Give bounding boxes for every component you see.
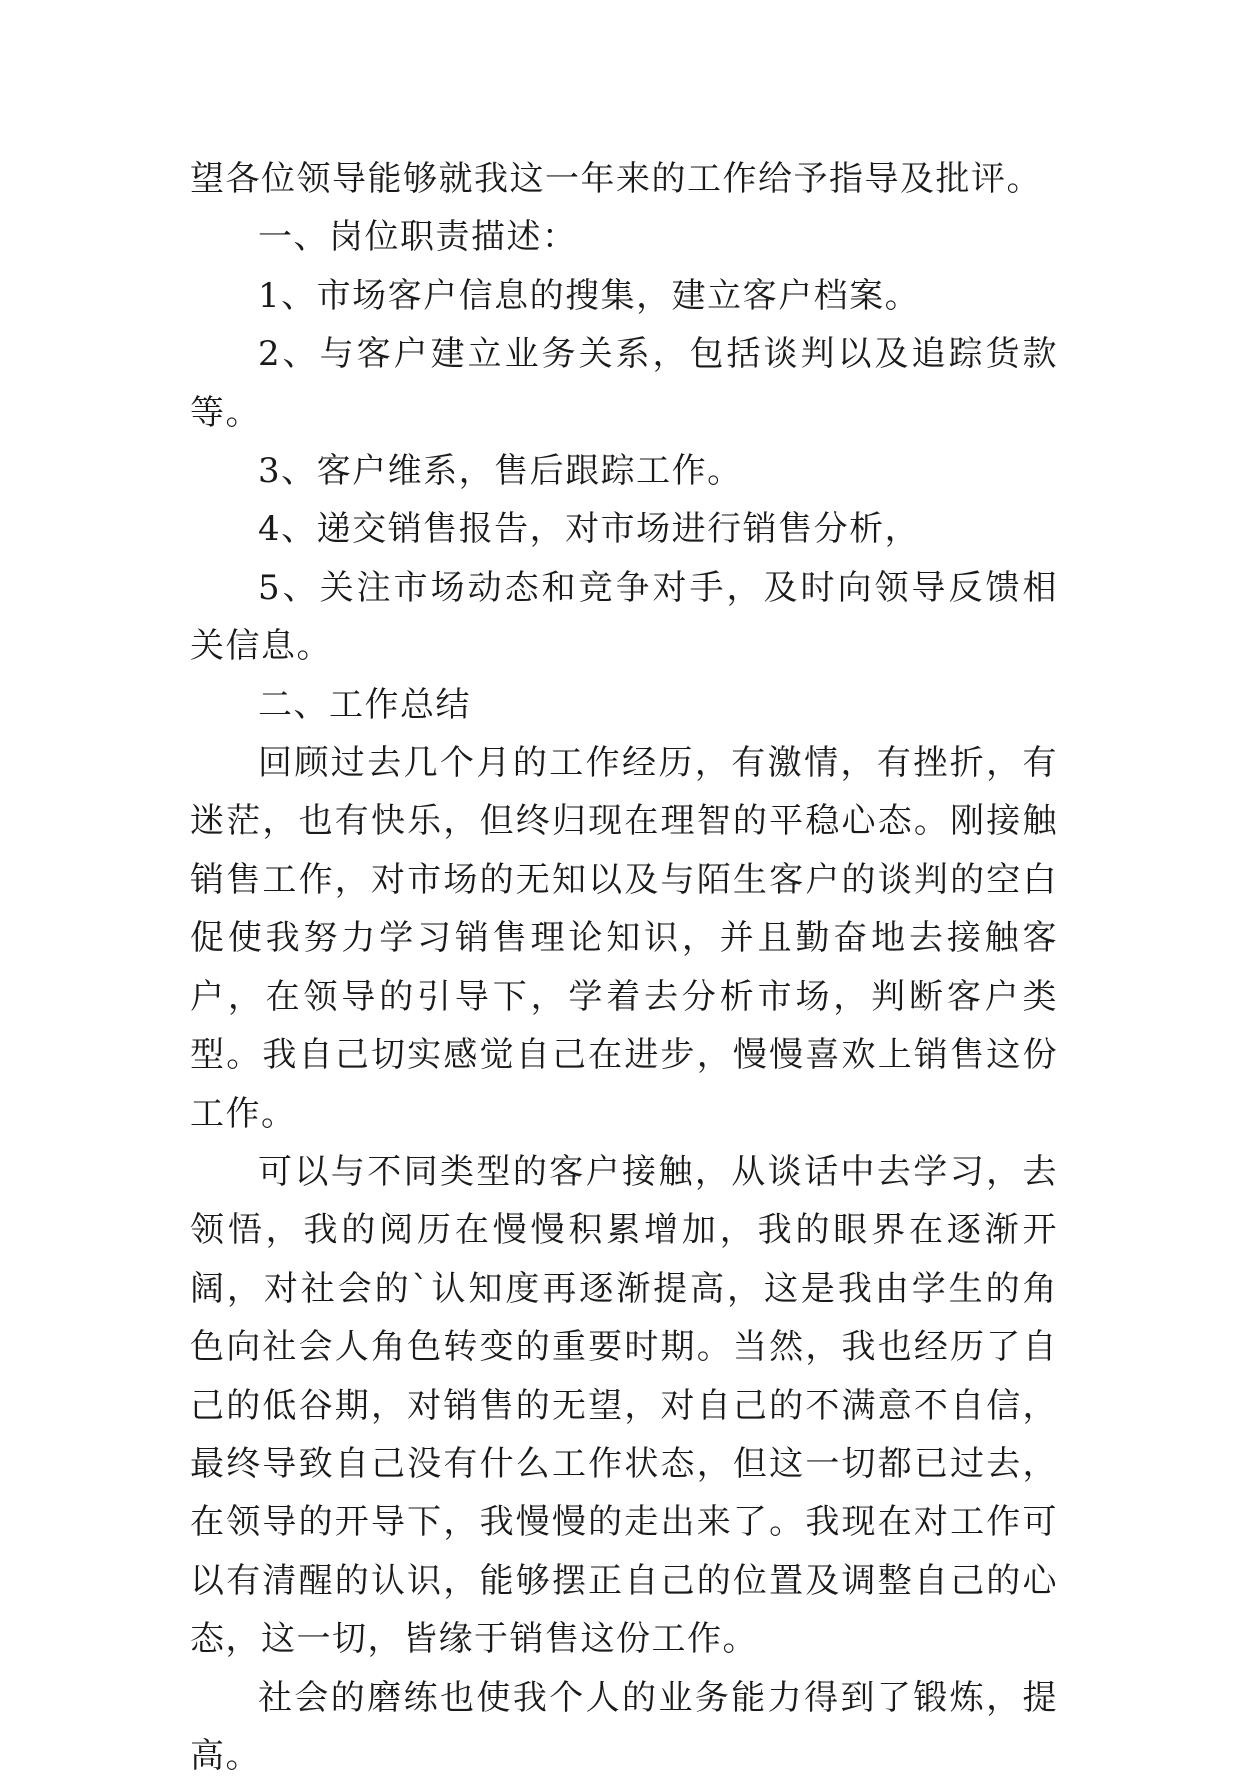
section-heading-summary: 二、工作总结: [258, 684, 471, 725]
paragraph-growth: 可以与不同类型的客户接触，从谈话中去学习，去领悟，我的阅历在慢慢积累增加，我的眼界在逐渐开阔，对社会的`认知度再逐渐提高，这是我由学生的角色向社会人角色转变的重要时期。当然，我也经历了自己的低谷期，对销售的无望，对自己的不满意不自信，最终导致自己没有什么工作状态，但这一切都已过去，在领导的开导下，我慢慢的走出来了。我现在对工作可以有清醒的认识，能够摆正自己的位置及调整自己的心态，这一切，皆缘于销售这份工作。: [190, 1151, 1058, 1660]
duty-item-2: 2、与客户建立业务关系，包括谈判以及追踪货款等。: [190, 334, 1058, 433]
document-body: [190, 150, 1058, 1785]
duty-item-3: 3、客户维系，售后跟踪工作。: [258, 451, 743, 492]
duty-item-1: 1、市场客户信息的搜集，建立客户档案。: [258, 275, 921, 316]
duty-item-4: 4、递交销售报告，对市场进行销售分析，: [258, 509, 921, 550]
section-heading-duties: 一、岗位职责描述：: [258, 217, 578, 258]
paragraph-intro: 望各位领导能够就我这一年来的工作给予指导及批评。: [190, 159, 1042, 199]
duty-item-5: 5、关注市场动态和竞争对手，及时向领导反馈相关信息。: [190, 567, 1058, 667]
paragraph-review: 回顾过去几个月的工作经历，有激情，有挫折，有迷茫，也有快乐，但终归现在理智的平稳心态。刚接触销售工作，对市场的无知以及与陌生客户的谈判的空白促使我努力学习销售理论知识，并且勤奋地去接触客户，在领导的引导下，学着去分析市场，判断客户类型。我自己切实感觉自己在进步，慢慢喜欢上销售这份工作。: [190, 743, 1058, 1134]
paragraph-closing: 社会的磨练也使我个人的业务能力得到了锻炼，提高。: [190, 1677, 1058, 1776]
